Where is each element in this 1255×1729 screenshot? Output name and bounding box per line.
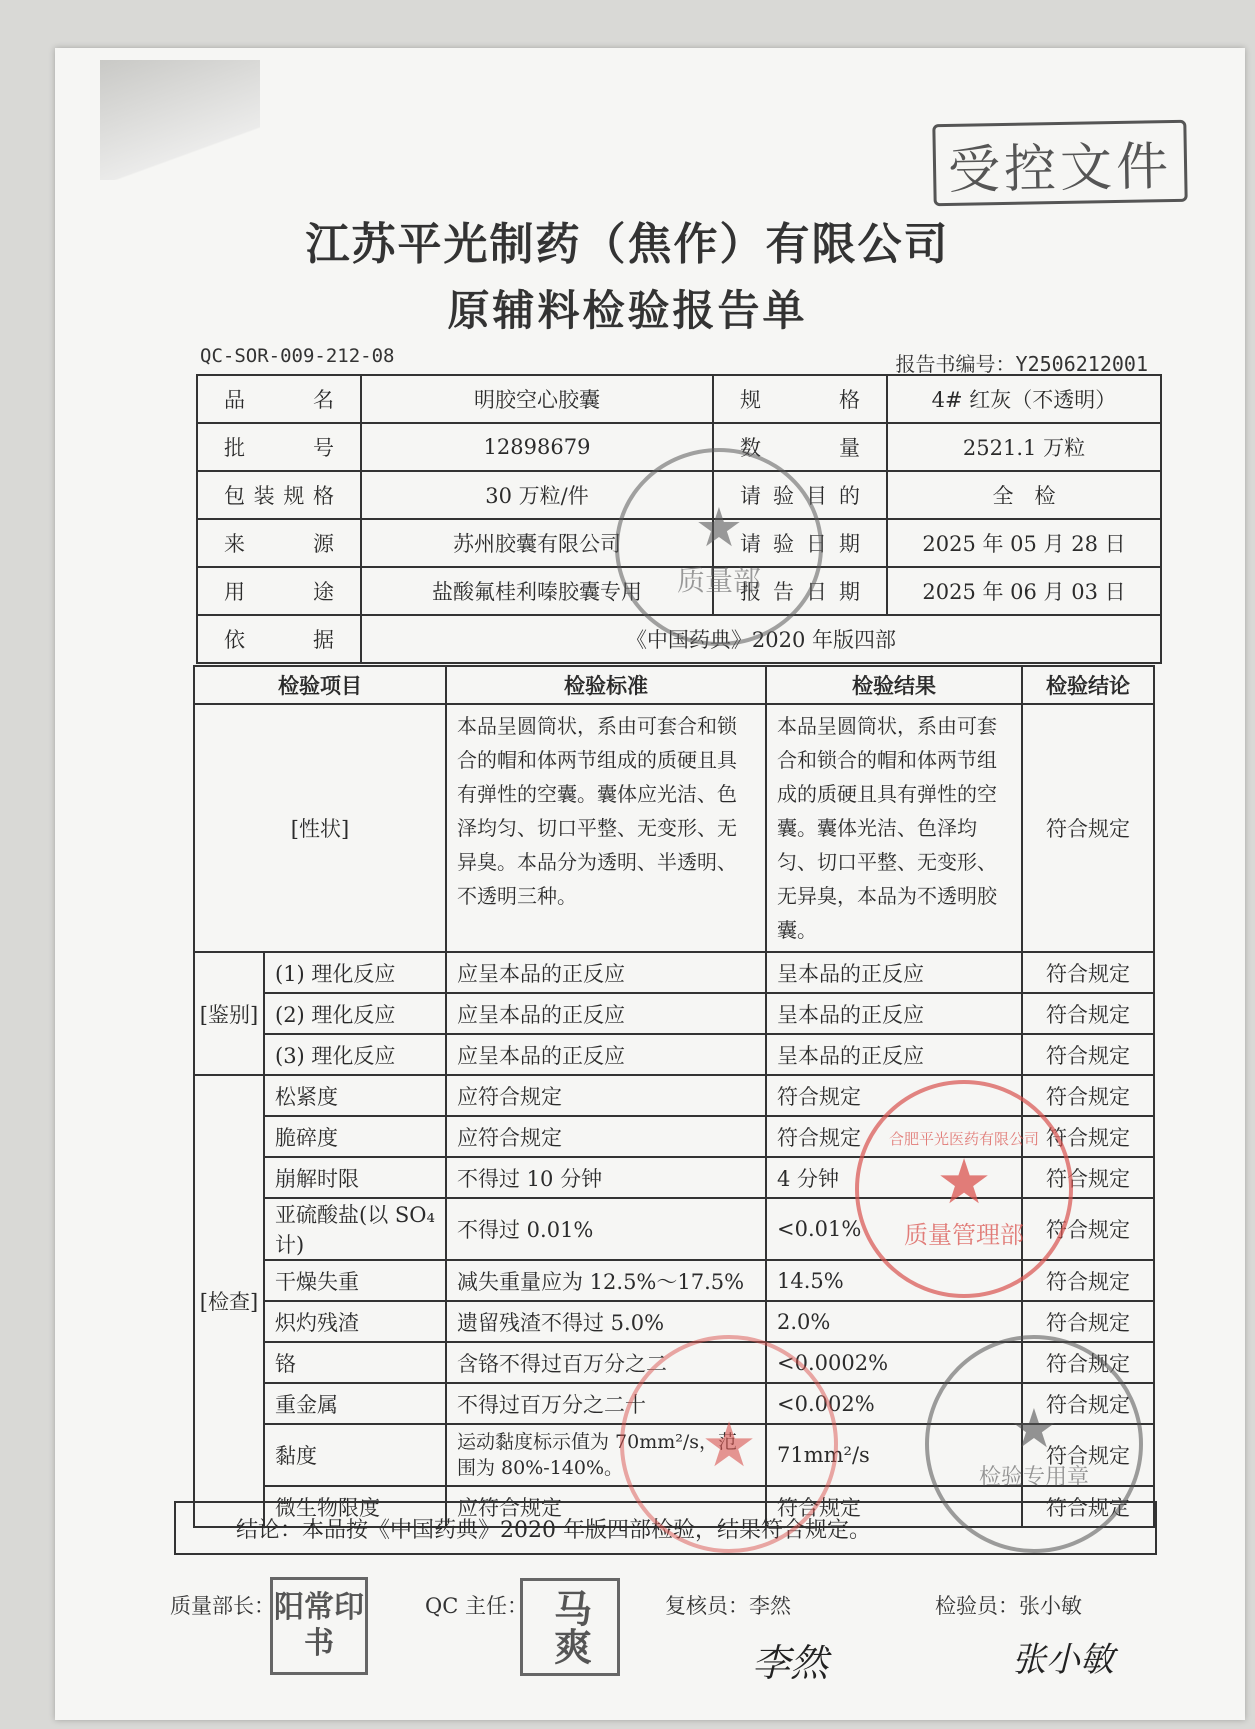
report-number-label: 报告书编号：	[895, 352, 1016, 376]
test-standard: 应符合规定	[446, 1116, 766, 1157]
appearance-result: 本品呈圆筒状，系由可套合和锁合的帽和体两节组成的质硬且具有弹性的空囊。囊体光洁、色泽均匀、切口平整、无变形、无异臭，本品为不透明胶囊。	[766, 704, 1022, 952]
report-title: 原辅料检验报告单	[447, 286, 808, 335]
test-item: 铬	[264, 1342, 446, 1383]
test-standard: 遗留残渣不得过 5.0%	[446, 1301, 766, 1342]
star-icon: ★	[936, 1145, 992, 1218]
appearance-conclusion: 符合规定	[1022, 704, 1154, 952]
test-conclusion: 符合规定	[1022, 1260, 1154, 1301]
test-conclusion: 符合规定	[1022, 1198, 1154, 1260]
test-result: <0.002%	[766, 1383, 1022, 1424]
inspector-label: 检验员：	[935, 1594, 1019, 1618]
folded-corner	[100, 60, 260, 180]
report-number-value: Y2506212001	[1015, 352, 1148, 376]
test-result: <0.01%	[766, 1198, 1022, 1260]
company-name: 江苏平光制药（焦作）有限公司	[305, 219, 950, 270]
qa-head-label: 质量部长：	[170, 1594, 275, 1618]
test-conclusion: 符合规定	[1022, 1075, 1154, 1116]
test-item: 炽灼残渣	[264, 1301, 446, 1342]
red-company-seal	[855, 1080, 1073, 1298]
name-value: 明胶空心胶囊	[361, 375, 713, 423]
qc-head-seal: 马爽	[520, 1578, 620, 1676]
reviewer-label: 复核员：	[665, 1594, 749, 1618]
test-standard: 不得过 0.01%	[446, 1198, 766, 1260]
star-icon: ★	[694, 495, 744, 559]
test-result: 符合规定	[766, 1486, 1022, 1527]
controlled-document-stamp: 受控文件	[932, 120, 1187, 206]
qc-head-label: QC 主任：	[425, 1594, 528, 1618]
table-row	[194, 993, 1154, 1034]
ident-item: (1) 理化反应	[264, 952, 446, 993]
col-item-header: 检验项目	[194, 666, 446, 704]
test-item: 亚硫酸盐(以 SO₄ 计)	[264, 1198, 446, 1260]
test-result: 71mm²/s	[766, 1424, 1022, 1486]
test-item: 干燥失重	[264, 1260, 446, 1301]
inspector-name: 张小敏	[1019, 1594, 1082, 1618]
report-date-label: 报告日期	[713, 567, 887, 615]
test-standard: 减失重量应为 12.5%～17.5%	[446, 1260, 766, 1301]
purpose-value: 全 检	[887, 471, 1161, 519]
ident-conclusion: 符合规定	[1022, 1034, 1154, 1075]
test-item: 黏度	[264, 1424, 446, 1486]
ident-result: 呈本品的正反应	[766, 952, 1022, 993]
ident-result: 呈本品的正反应	[766, 993, 1022, 1034]
test-result: 符合规定	[766, 1075, 1022, 1116]
spec-label: 规 格	[713, 375, 887, 423]
ident-standard: 应呈本品的正反应	[446, 993, 766, 1034]
inspector-block	[935, 1590, 1082, 1620]
test-standard: 应符合规定	[446, 1486, 766, 1527]
test-item: 微生物限度	[264, 1486, 446, 1527]
basis-label: 依 据	[197, 615, 361, 663]
test-result: <0.0002%	[766, 1342, 1022, 1383]
test-result: 4 分钟	[766, 1157, 1022, 1198]
test-conclusion: 符合规定	[1022, 1424, 1154, 1486]
basis-value: 《中国药典》2020 年版四部	[361, 615, 1161, 663]
test-conclusion: 符合规定	[1022, 1157, 1154, 1198]
source-value: 苏州胶囊有限公司	[361, 519, 713, 567]
test-standard: 应符合规定	[446, 1075, 766, 1116]
request-date-label: 请验日期	[713, 519, 887, 567]
col-standard-header: 检验标准	[446, 666, 766, 704]
use-label: 用 途	[197, 567, 361, 615]
use-value: 盐酸氟桂利嗪胶囊专用	[361, 567, 713, 615]
dept-seal-label: 质量部	[676, 563, 761, 597]
inspector-signature: 张小敏	[1012, 1640, 1114, 1680]
test-conclusion: 符合规定	[1022, 1116, 1154, 1157]
qty-value: 2521.1 万粒	[887, 423, 1161, 471]
test-conclusion: 符合规定	[1022, 1342, 1154, 1383]
inspection-seal	[925, 1335, 1143, 1553]
star-icon: ★	[701, 1407, 757, 1481]
test-result: 14.5%	[766, 1260, 1022, 1301]
test-result: 2.0%	[766, 1301, 1022, 1342]
test-item: 脆碎度	[264, 1116, 446, 1157]
test-conclusion: 符合规定	[1022, 1301, 1154, 1342]
test-standard: 不得过百万分之二十	[446, 1383, 766, 1424]
table-row	[194, 1034, 1154, 1075]
appearance-standard: 本品呈圆筒状，系由可套合和锁合的帽和体两节组成的质硬且具有弹性的空囊。囊体应光洁、色泽均匀、切口平整、无变形、无异臭。本品分为透明、半透明、不透明三种。	[446, 704, 766, 952]
test-item: 崩解时限	[264, 1157, 446, 1198]
test-item: 重金属	[264, 1383, 446, 1424]
ident-standard: 应呈本品的正反应	[446, 1034, 766, 1075]
pack-label: 包装规格	[197, 471, 361, 519]
test-conclusion: 符合规定	[1022, 1383, 1154, 1424]
red-seal-dept: 质量管理部	[904, 1221, 1024, 1249]
appearance-item: [性状]	[194, 704, 446, 952]
source-label: 来 源	[197, 519, 361, 567]
test-standard: 含铬不得过百万分之二	[446, 1342, 766, 1383]
qa-head-seal: 阳常印书	[270, 1577, 368, 1675]
batch-label: 批 号	[197, 423, 361, 471]
reviewer-block	[665, 1590, 791, 1620]
spec-value: 4# 红灰（不透明）	[887, 375, 1161, 423]
purpose-label: 请验目的	[713, 471, 887, 519]
star-icon: ★	[1009, 1397, 1059, 1460]
test-result: 符合规定	[766, 1116, 1022, 1157]
inspection-seal-label: 检验专用章	[978, 1465, 1089, 1490]
conclusion-text: 结论：本品按《中国药典》2020 年版四部检验，结果符合规定。	[175, 1502, 1156, 1554]
document-code: QC-SOR-009-212-08	[200, 345, 395, 367]
ident-item: (3) 理化反应	[264, 1034, 446, 1075]
reviewer-signature: 李然	[752, 1641, 829, 1685]
test-item: 松紧度	[264, 1075, 446, 1116]
red-seal-company: 合肥平光医药有限公司	[888, 1130, 1039, 1148]
table-row	[194, 1301, 1154, 1342]
request-date-value: 2025 年 05 月 28 日	[887, 519, 1161, 567]
red-round-seal	[620, 1335, 838, 1553]
identification-group: [鉴别]	[194, 952, 264, 1075]
test-standard: 运动黏度标示值为 70mm²/s，范围为 80%-140%。	[446, 1424, 766, 1486]
name-label: 品 名	[197, 375, 361, 423]
batch-value: 12898679	[361, 423, 713, 471]
col-result-header: 检验结果	[766, 666, 1022, 704]
col-conclusion-header: 检验结论	[1022, 666, 1154, 704]
qty-label: 数 量	[713, 423, 887, 471]
table-row	[194, 952, 1154, 993]
quality-dept-seal	[615, 448, 823, 646]
report-date-value: 2025 年 06 月 03 日	[887, 567, 1161, 615]
test-conclusion: 符合规定	[1022, 1486, 1154, 1527]
ident-item: (2) 理化反应	[264, 993, 446, 1034]
ident-result: 呈本品的正反应	[766, 1034, 1022, 1075]
ident-conclusion: 符合规定	[1022, 952, 1154, 993]
ident-standard: 应呈本品的正反应	[446, 952, 766, 993]
tests-group: [检查]	[194, 1075, 264, 1527]
test-standard: 不得过 10 分钟	[446, 1157, 766, 1198]
ident-conclusion: 符合规定	[1022, 993, 1154, 1034]
report-number	[896, 348, 1148, 377]
reviewer-name: 李然	[749, 1594, 791, 1618]
pack-value: 30 万粒/件	[361, 471, 713, 519]
